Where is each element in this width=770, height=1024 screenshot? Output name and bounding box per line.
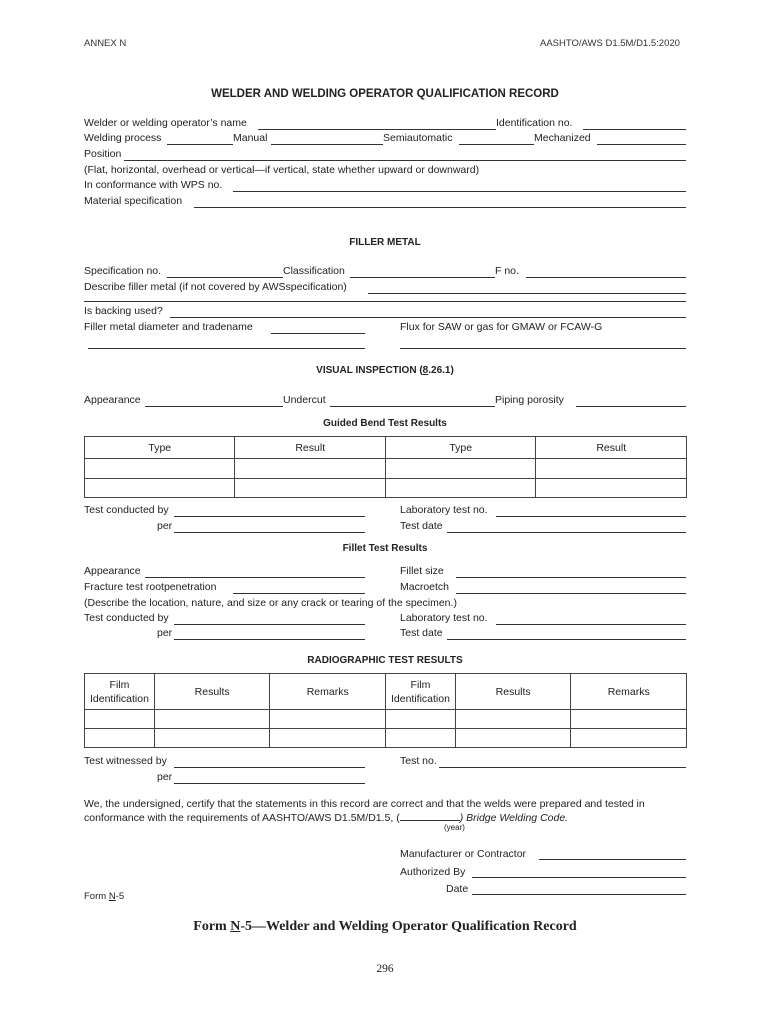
table-cell[interactable] — [85, 710, 155, 729]
fillet-per-field[interactable] — [174, 639, 365, 640]
authorized-by-label: Authorized By — [400, 866, 466, 878]
table-cell[interactable] — [385, 729, 455, 748]
table-cell[interactable] — [85, 459, 235, 479]
rt-col-results-2: Results — [455, 674, 571, 710]
bend-test-date-field[interactable] — [447, 532, 686, 533]
classification-field[interactable] — [350, 277, 495, 278]
bend-lab-no-label: Laboratory test no. — [400, 504, 488, 516]
date-label: Date — [446, 883, 469, 895]
fillet-appearance-label: Appearance — [84, 565, 141, 577]
table-cell[interactable] — [154, 710, 270, 729]
rt-per-field[interactable] — [174, 783, 365, 784]
page-number: 296 — [376, 963, 394, 975]
header-left: ANNEX N — [84, 38, 127, 49]
certification-line-1: We, the undersigned, certify that the statements in this record are correct and that the welds were prepared and tested in — [84, 798, 645, 810]
table-cell[interactable] — [385, 479, 535, 498]
wps-label: In conformance with WPS no. — [84, 179, 223, 191]
spec-no-label: Specification no. — [84, 265, 162, 277]
fillet-heading: Fillet Test Results — [342, 543, 428, 554]
welder-name-field[interactable] — [258, 129, 496, 130]
table-cell[interactable] — [270, 710, 386, 729]
welder-name-label: Welder or welding operator’s name — [84, 117, 247, 129]
piping-field[interactable] — [576, 406, 686, 407]
table-cell[interactable] — [571, 729, 687, 748]
header-right: AASHTO/AWS D1.5M/D1.5:2020 — [540, 38, 680, 49]
undercut-label: Undercut — [283, 394, 326, 406]
rt-per-label: per — [157, 771, 173, 783]
table-cell[interactable] — [235, 459, 386, 479]
fillet-per-label: per — [157, 627, 173, 639]
fillet-describe-note: (Describe the location, nature, and size or any crack or tearing of the specimen.) — [84, 597, 457, 609]
radiographic-heading: RADIOGRAPHIC TEST RESULTS — [307, 655, 463, 666]
form-label: Form N-5 — [84, 891, 125, 902]
fillet-size-field[interactable] — [456, 577, 686, 578]
date-field[interactable] — [472, 894, 686, 895]
fillet-conducted-by-field[interactable] — [174, 624, 365, 625]
table-cell[interactable] — [455, 710, 571, 729]
semiautomatic-label: Semiautomatic — [383, 132, 453, 144]
bend-conducted-by-label: Test conducted by — [84, 504, 169, 516]
piping-label: Piping porosity — [495, 394, 564, 406]
witnessed-by-field[interactable] — [174, 767, 365, 768]
flux-label: Flux for SAW or gas for GMAW or FCAW-G — [400, 321, 603, 333]
table-cell[interactable] — [536, 479, 687, 498]
fillet-appearance-field[interactable] — [145, 577, 365, 578]
fillet-test-date-field[interactable] — [447, 639, 686, 640]
radiographic-table — [84, 673, 687, 748]
witnessed-by-label: Test witnessed by — [84, 755, 167, 767]
position-note: (Flat, horizontal, overhead or vertical—if vertical, state whether upward or downward) — [84, 164, 480, 176]
certification-line-2: conformance with the requirements of AASHTO/AWS D1.5M/D1.5, ( ) Bridge Welding Code. — [84, 812, 569, 824]
visual-appearance-label: Appearance — [84, 394, 141, 406]
guided-bend-table — [84, 436, 687, 498]
authorized-by-field[interactable] — [472, 877, 686, 878]
fillet-lab-no-label: Laboratory test no. — [400, 612, 488, 624]
fracture-label: Fracture test rootpenetration — [84, 581, 217, 593]
material-spec-field[interactable] — [194, 207, 686, 208]
form-title: WELDER AND WELDING OPERATOR QUALIFICATION RECORD — [211, 88, 559, 100]
diameter-field-2[interactable] — [88, 348, 365, 349]
macroetch-label: Macroetch — [400, 581, 450, 593]
bend-per-label: per — [157, 520, 173, 532]
visual-appearance-field[interactable] — [145, 406, 283, 407]
diameter-label: Filler metal diameter and tradename — [84, 321, 253, 333]
manual-label: Manual — [233, 132, 268, 144]
rt-col-film-id-2: Film Identification — [385, 674, 455, 710]
wps-field[interactable] — [233, 191, 686, 192]
bend-test-date-label: Test date — [400, 520, 443, 532]
year-field[interactable] — [400, 811, 460, 821]
rt-col-remarks-1: Remarks — [270, 674, 386, 710]
table-cell[interactable] — [385, 710, 455, 729]
f-no-field[interactable] — [526, 277, 686, 278]
figure-caption: Form N-5—Welder and Welding Operator Qualification Record — [193, 919, 577, 934]
manufacturer-field[interactable] — [539, 859, 686, 860]
bend-conducted-by-field[interactable] — [174, 516, 365, 517]
undercut-field[interactable] — [330, 406, 495, 407]
table-cell[interactable] — [85, 729, 155, 748]
fillet-lab-no-field[interactable] — [496, 624, 686, 625]
manual-field[interactable] — [271, 144, 383, 145]
table-cell[interactable] — [536, 459, 687, 479]
table-cell[interactable] — [85, 479, 235, 498]
guided-bend-col-type-2: Type — [385, 437, 535, 459]
backing-label: Is backing used? — [84, 305, 163, 317]
mechanized-field[interactable] — [597, 144, 686, 145]
identification-no-field[interactable] — [583, 129, 686, 130]
flux-field[interactable] — [400, 348, 686, 349]
table-cell[interactable] — [455, 729, 571, 748]
identification-no-label: Identification no. — [496, 117, 573, 129]
describe-filler-label: Describe filler metal (if not covered by AWSspecification) — [84, 281, 347, 293]
semiautomatic-field[interactable] — [459, 144, 534, 145]
describe-filler-field-2[interactable] — [84, 301, 686, 302]
table-cell[interactable] — [235, 479, 386, 498]
rt-col-remarks-2: Remarks — [571, 674, 687, 710]
table-cell[interactable] — [270, 729, 386, 748]
year-caption: (year) — [444, 823, 465, 832]
diameter-field[interactable] — [271, 333, 365, 334]
guided-bend-col-result-1: Result — [235, 437, 386, 459]
test-no-label: Test no. — [400, 755, 437, 767]
rt-col-results-1: Results — [154, 674, 270, 710]
guided-bend-heading: Guided Bend Test Results — [323, 418, 447, 429]
spec-no-field[interactable] — [167, 277, 283, 278]
visual-inspection-heading: VISUAL INSPECTION (8.26.1) — [316, 365, 454, 376]
table-cell[interactable] — [154, 729, 270, 748]
position-label: Position — [84, 148, 122, 160]
fillet-test-date-label: Test date — [400, 627, 443, 639]
mechanized-label: Mechanized — [534, 132, 591, 144]
bend-per-field[interactable] — [174, 532, 365, 533]
fillet-size-label: Fillet size — [400, 565, 444, 577]
table-cell[interactable] — [385, 459, 535, 479]
backing-field[interactable] — [170, 317, 686, 318]
welding-process-label: Welding process — [84, 132, 162, 144]
macroetch-field[interactable] — [456, 593, 686, 594]
filler-metal-heading: FILLER METAL — [349, 237, 421, 248]
table-cell[interactable] — [571, 710, 687, 729]
rt-col-film-id-1: Film Identification — [85, 674, 155, 710]
bend-lab-no-field[interactable] — [496, 516, 686, 517]
welding-process-field[interactable] — [167, 144, 233, 145]
fracture-field[interactable] — [233, 593, 365, 594]
fillet-conducted-by-label: Test conducted by — [84, 612, 169, 624]
classification-label: Classification — [283, 265, 345, 277]
manufacturer-label: Manufacturer or Contractor — [400, 848, 527, 860]
f-no-label: F no. — [495, 265, 519, 277]
describe-filler-field[interactable] — [368, 293, 686, 294]
test-no-field[interactable] — [439, 767, 686, 768]
position-field[interactable] — [124, 160, 686, 161]
guided-bend-col-type-1: Type — [85, 437, 235, 459]
guided-bend-col-result-2: Result — [536, 437, 687, 459]
material-spec-label: Material specification — [84, 195, 183, 207]
